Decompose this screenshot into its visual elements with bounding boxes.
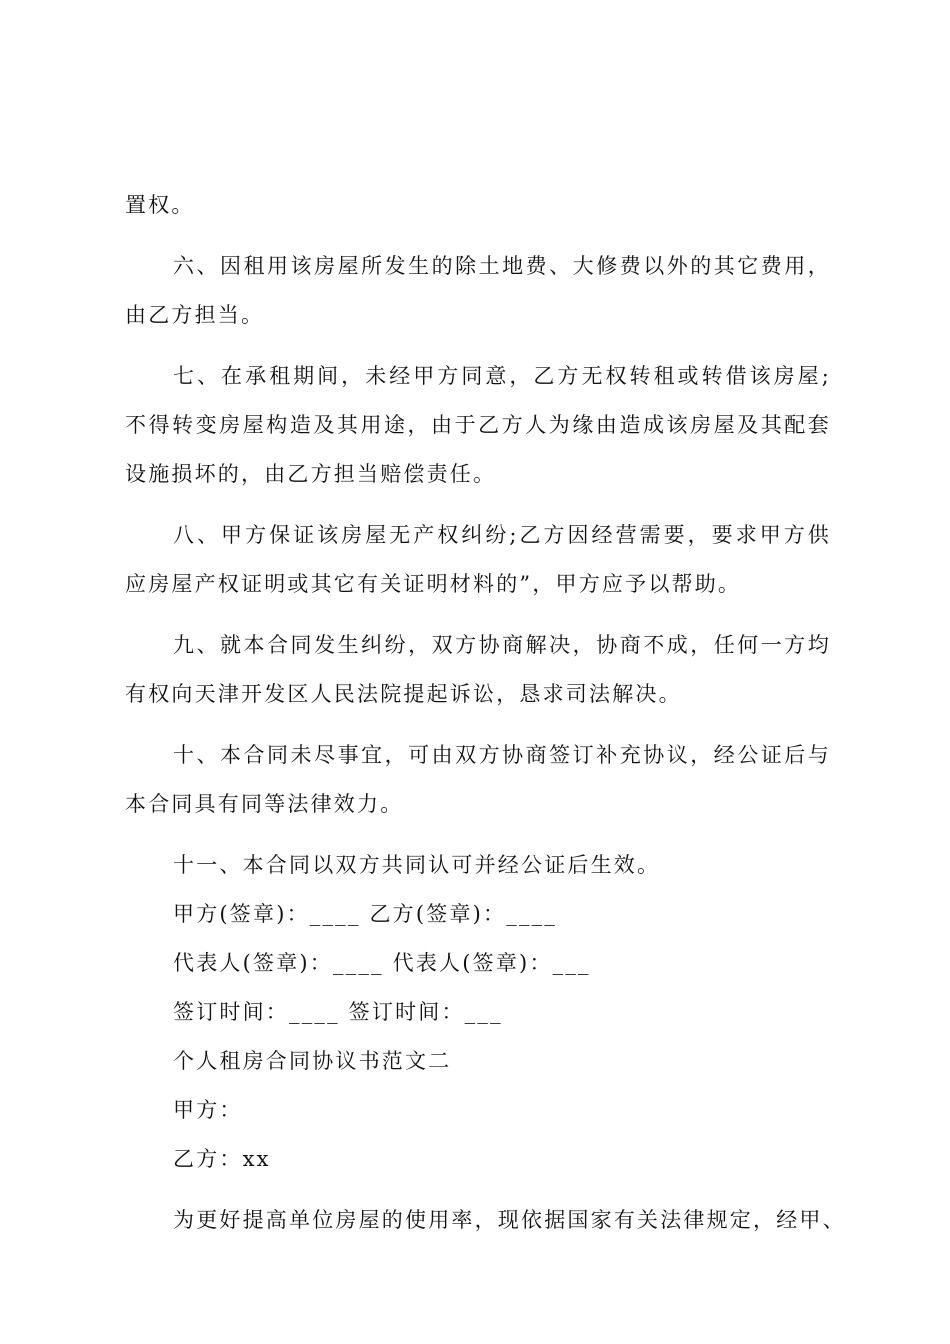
second-contract-title: 个人租房合同协议书范文二 [173,1049,452,1073]
intro-paragraph: 为更好提高单位房屋的使用率，现依据国家有关法律规定，经甲、 [173,1208,846,1232]
clause-seven: 七、在承租期间，未经甲方同意，乙方无权转租或转借该房屋;不得转变房屋构造及其用途，由于乙方人为缘由造成该房屋及其配套设施损坏的，由乙方担当赔偿责任。 [125,364,831,486]
clause-nine: 九、就本合同发生纠纷，双方协商解决，协商不成，任何一方均有权向天津开发区人民法院提起诉讼，恳求司法解决。 [125,633,831,706]
signature-line-representative: 代表人(签章)：____ 代表人(签章)：___ [173,951,591,975]
signature-line-party: 甲方(签章)：____ 乙方(签章)：____ [173,902,558,926]
clause-ten: 十、本合同未尽事宜，可由双方协商签订补充协议，经公证后与本合同具有同等法律效力。 [125,743,831,816]
clause-eight: 八、甲方保证该房屋无产权纠纷;乙方因经营需要，要求甲方供应房屋产权证明或其它有关证明材料的”，甲方应予以帮助。 [125,523,831,596]
clause-eleven: 十一、本合同以双方共同认可并经公证后生效。 [173,853,661,877]
paragraph-continuation: 置权。 [125,193,195,217]
document-body [125,181,846,1245]
signature-line-date: 签订时间：____ 签订时间：___ [173,1000,503,1024]
clause-six: 六、因租用该房屋所发生的除土地费、大修费以外的其它费用，由乙方担当。 [125,254,831,327]
party-a-label: 甲方： [173,1098,243,1122]
party-b-label: 乙方：xx [173,1147,271,1171]
